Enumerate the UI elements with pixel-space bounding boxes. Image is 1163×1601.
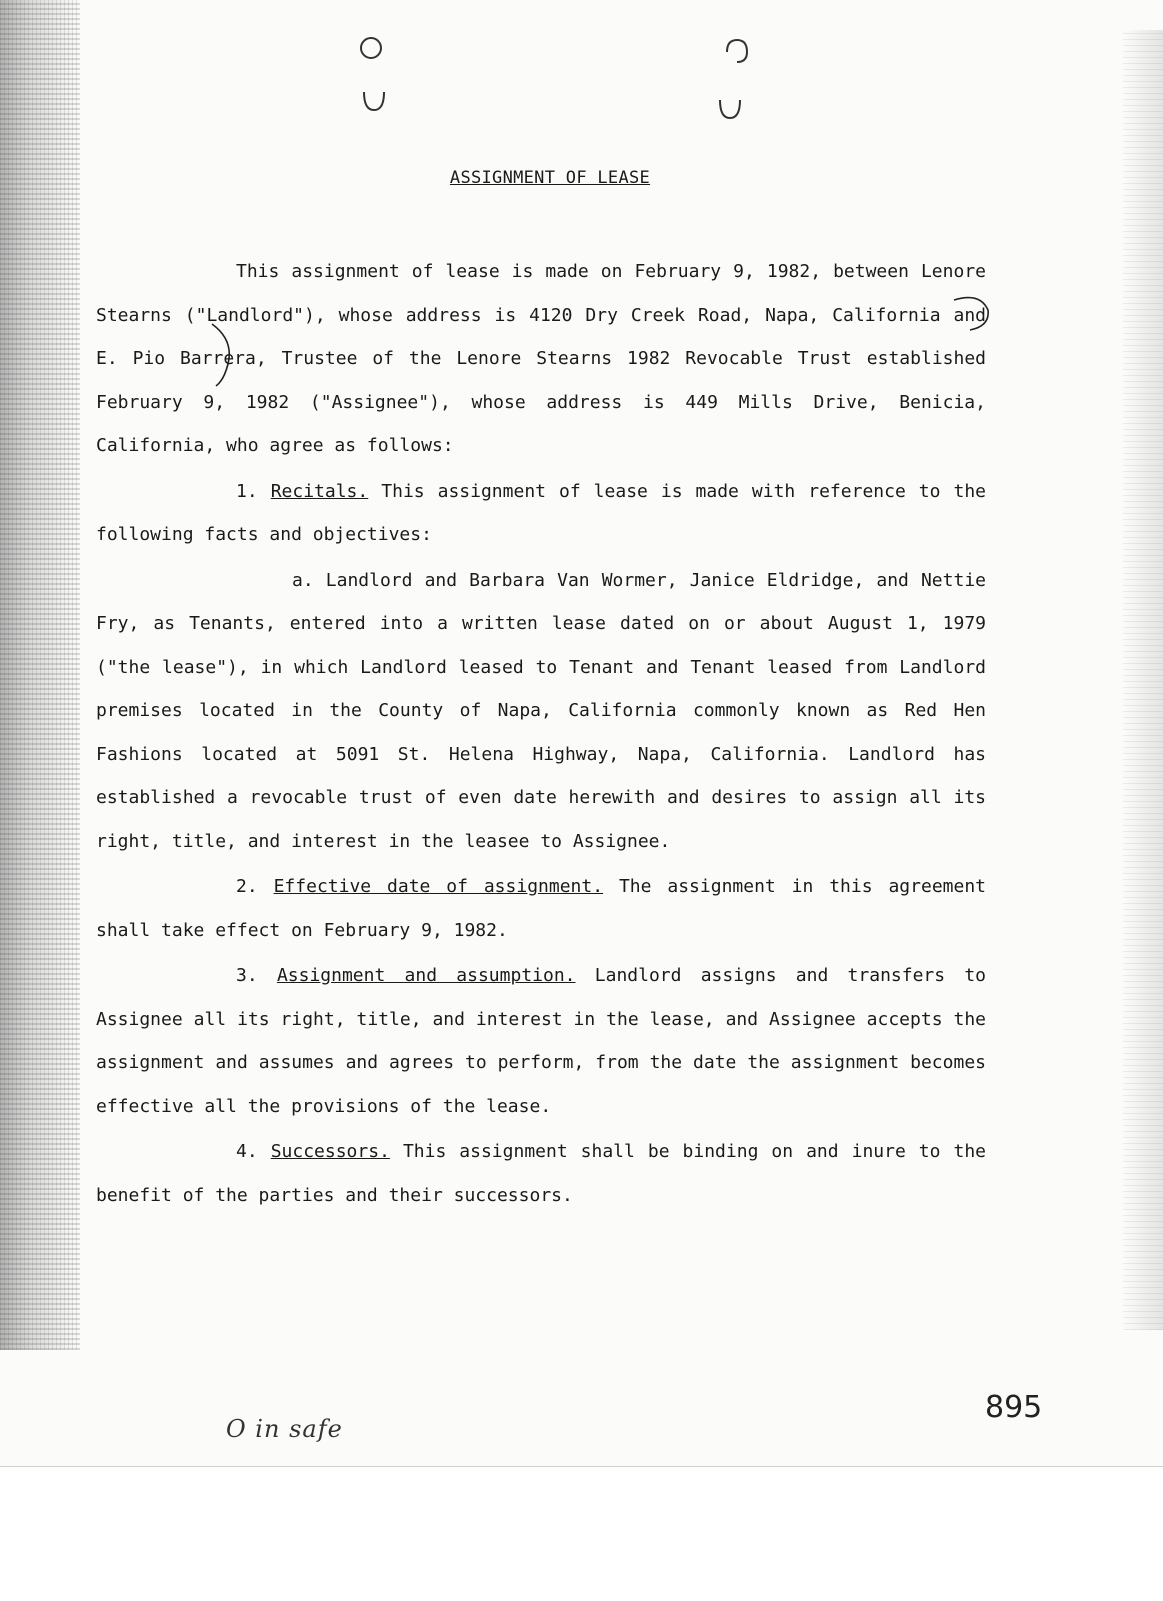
section-heading: Successors. (270, 1141, 390, 1162)
section-number: 3. (236, 965, 258, 986)
section-number: 2. (236, 876, 258, 897)
section-number: 4. (236, 1141, 258, 1162)
section-3 (96, 954, 986, 1128)
subsection-text: Landlord and Barbara Van Wormer, Janice Eldridge, and Nettie Fry, as Tenants, entered into a written lease dated on or about August 1, 1979 ("the lease"), in which Landlord leased to Tenant and Tenant leased from Landlord premises located in the County of Napa, California commonly known as Red Hen Fashions located at 5091 St. Helena Highway, Napa, California. Landlord has established a revocable trust of even date herewith and desires to assign all its right, title, and interest in the leasee to Assignee. (96, 569, 986, 852)
section-4 (96, 1130, 986, 1217)
section-text: The assignment in this agreement shall take effect on February 9, 1982. (96, 876, 986, 941)
subsection-a (96, 559, 986, 864)
punch-hole-top-right-icon (723, 36, 751, 64)
scan-edge-noise-right (1123, 30, 1163, 1330)
scan-bottom-edge (0, 1466, 1163, 1601)
punch-hole-top-left-icon (357, 34, 385, 62)
section-heading: Effective date of assignment. (273, 876, 604, 897)
section-text: This assignment of lease is made with reference to the following facts and objectives: (96, 480, 986, 545)
section-heading: Recitals. (270, 480, 369, 502)
punch-hole-right-lower-icon (716, 94, 744, 122)
section-2 (96, 865, 986, 952)
document-title: ASSIGNMENT OF LEASE (449, 168, 651, 188)
page-number: 895 (985, 1390, 1043, 1425)
section-number: 1. (236, 480, 258, 502)
scan-edge-noise-left (0, 0, 80, 1350)
section-text: Landlord assigns and transfers to Assignee all its right, title, and interest in the lease, and Assignee accepts the assignment and assumes and agrees to perform, from the date the assignment becomes effective all the provisions of the lease. (96, 965, 987, 1117)
subsection-label: a. (292, 569, 314, 591)
document-body (96, 250, 986, 1217)
intro-paragraph: This assignment of lease is made on February 9, 1982, between Lenore Stearns ("Landlord"), whose address is 4120 Dry Creek Road, Napa, California and E. Pio Barrera, Trustee of the Lenore Stearns 1982 Revocable Trust established February 9, 1982 ("Assignee"), whose address is 449 Mills Drive, Benicia, California, who agree as follows: (96, 261, 986, 456)
section-text: This assignment shall be binding on and inure to the benefit of the parties and their successors. (96, 1141, 986, 1206)
section-heading: Assignment and assumption. (276, 965, 576, 986)
handwritten-note: O in safe (226, 1415, 343, 1443)
section-1 (96, 470, 986, 557)
punch-hole-left-lower-icon (360, 86, 388, 114)
